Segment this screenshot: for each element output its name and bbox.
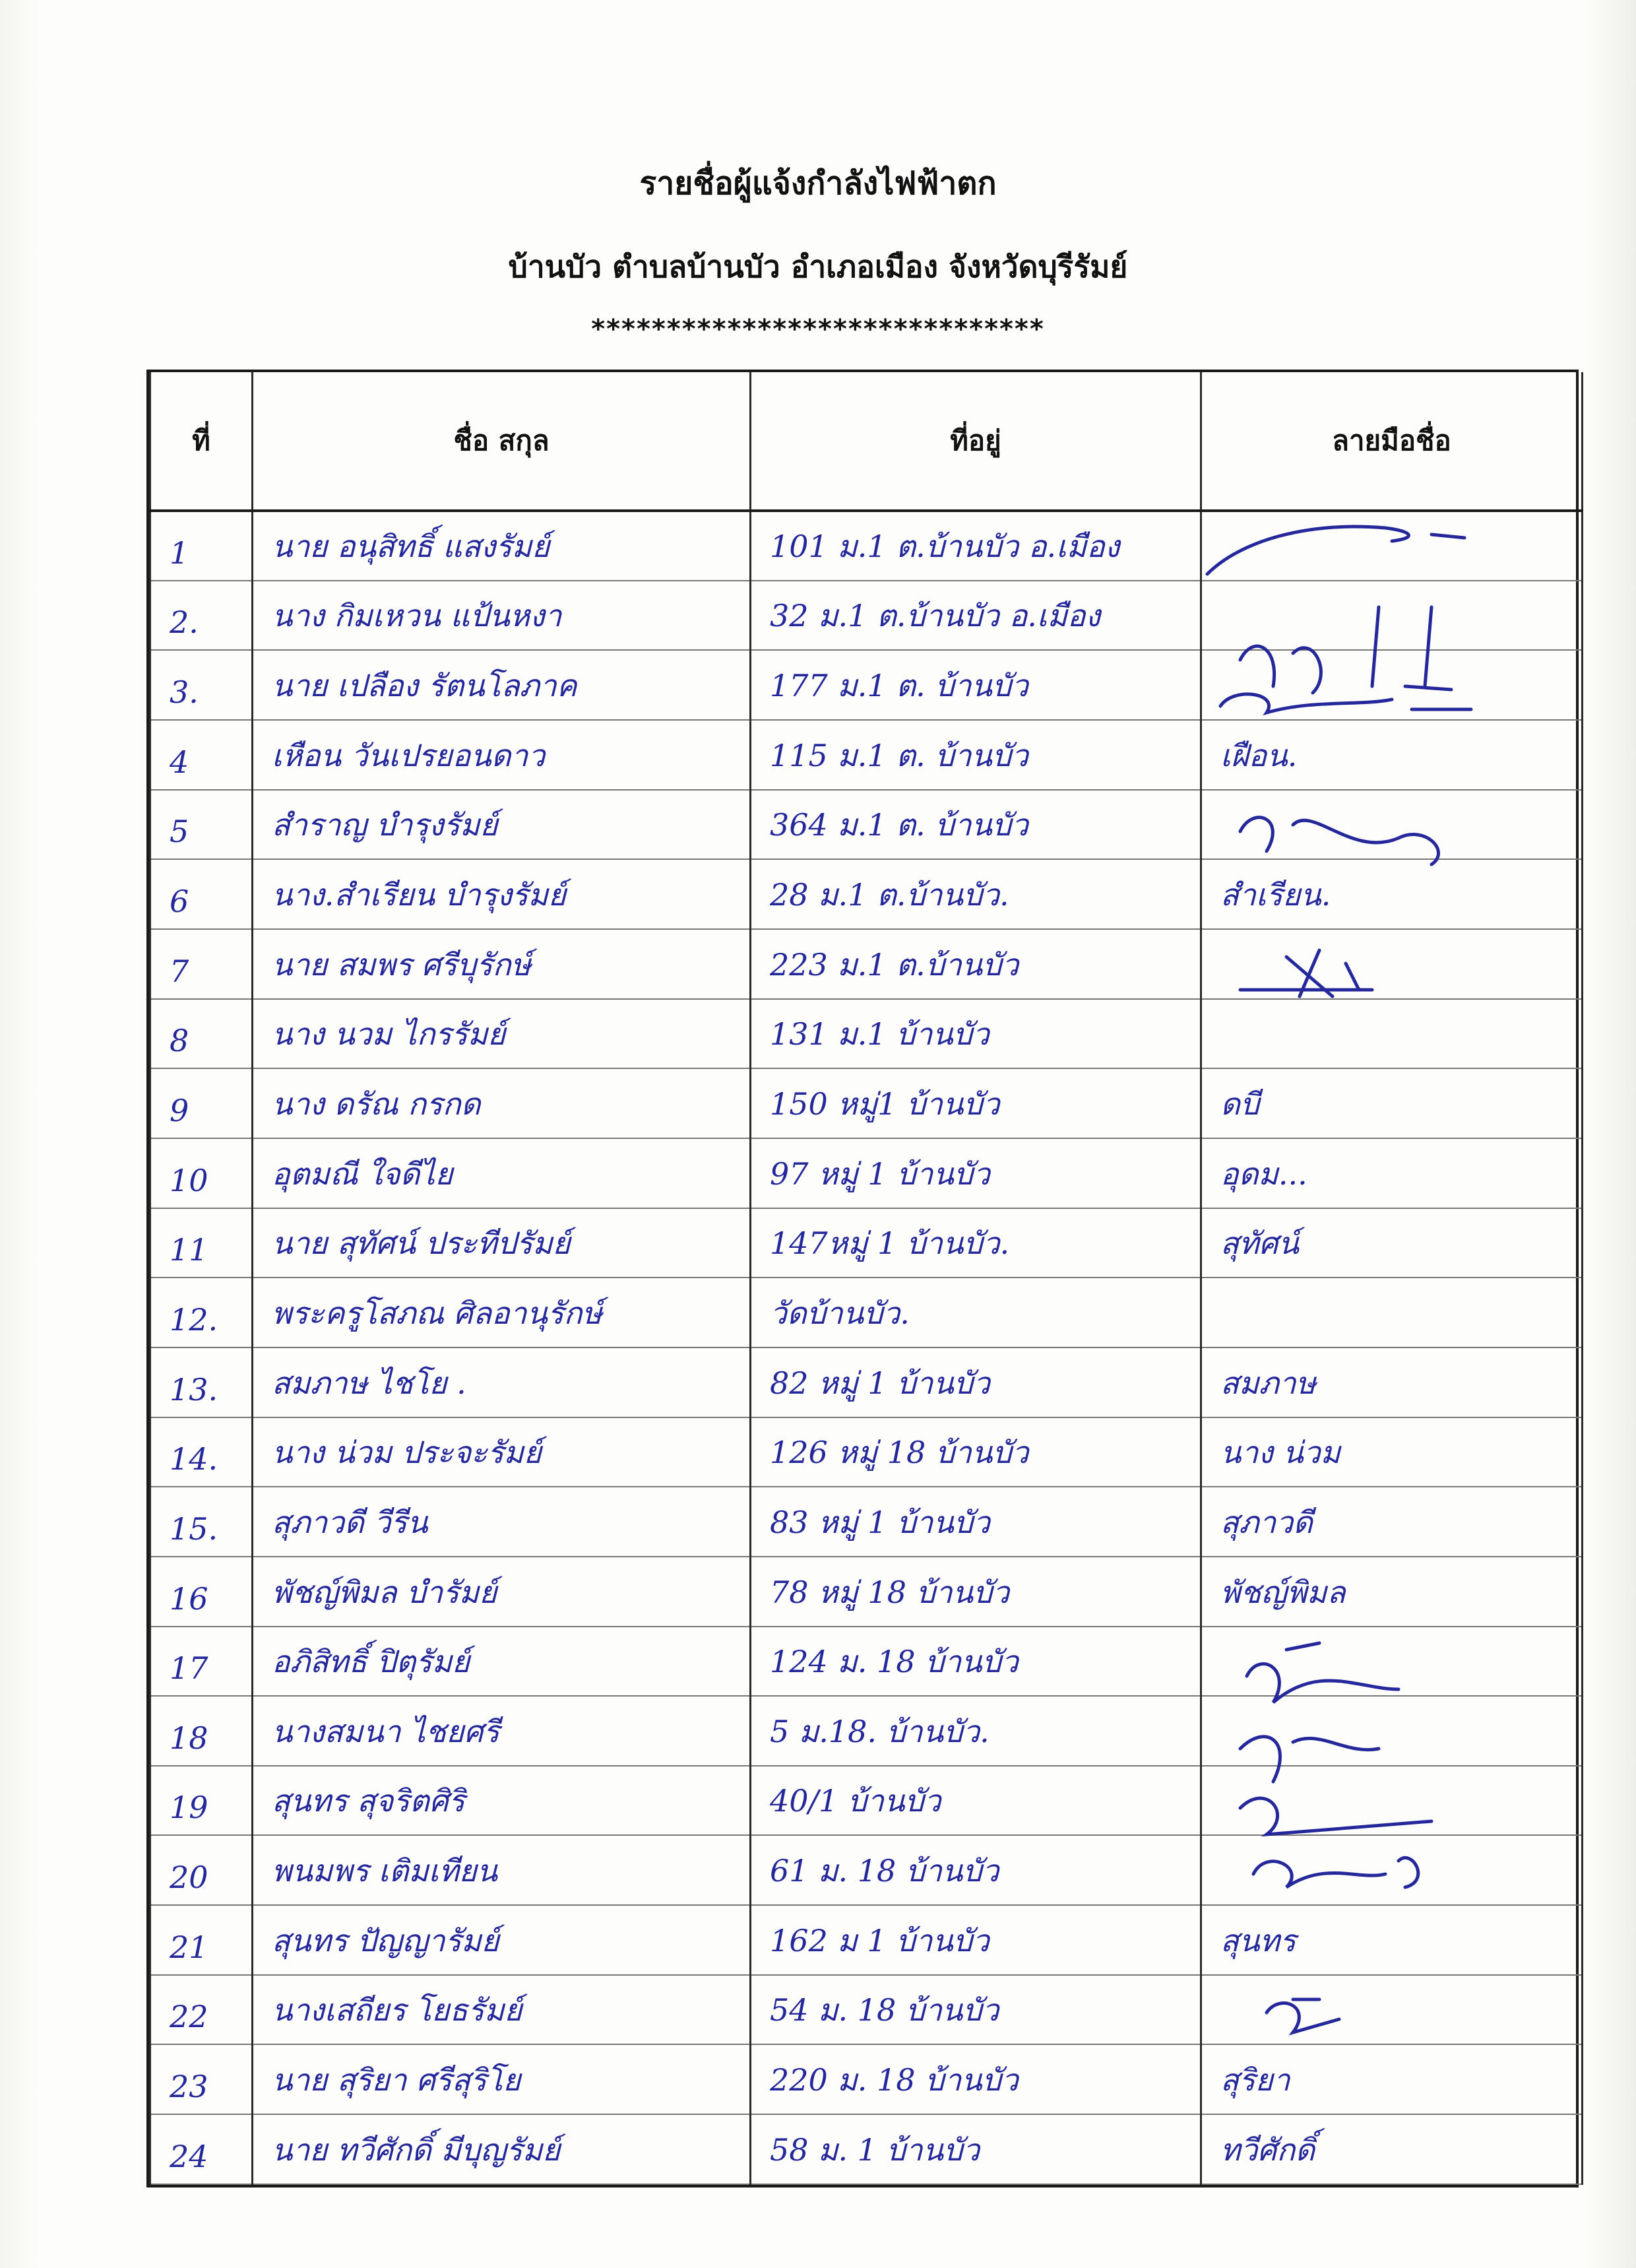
cell-signature: สำเรียน.	[1201, 859, 1583, 929]
cell-name: นาย อนุสิทธิ์ แสงรัมย์	[253, 511, 751, 581]
title-separator: ******************************	[591, 314, 1045, 344]
cell-signature	[1201, 581, 1583, 651]
cell-signature	[1201, 929, 1583, 999]
cell-address: 126 หมู่ 18 บ้านบัว	[751, 1417, 1201, 1487]
cell-no: 1	[150, 511, 253, 581]
cell-no: 10	[150, 1138, 253, 1208]
table-row	[150, 2114, 1583, 2184]
cell-name: สุภาวดี วีรีน	[253, 1487, 751, 1557]
table-row	[150, 1417, 1583, 1487]
table-row	[150, 650, 1583, 720]
cell-address: 147หมู่ 1 บ้านบัว.	[751, 1208, 1201, 1278]
cell-address: 61 ม. 18 บ้านบัว	[751, 1835, 1201, 1905]
cell-no: 9	[150, 1068, 253, 1138]
cell-name: อุตมณี ใจดีไย	[253, 1138, 751, 1208]
cell-name: นาย สุริยา ศรีสุริโย	[253, 2044, 751, 2114]
cell-address: 40/1 บ้านบัว	[751, 1766, 1201, 1836]
cell-name: พัชญ์พิมล บำรัมย์	[253, 1557, 751, 1627]
cell-name: นาง กิมเหวน แป้นหงา	[253, 581, 751, 651]
cell-name: สมภาษ ไชโย .	[253, 1347, 751, 1417]
cell-no: 15.	[150, 1487, 253, 1557]
cell-no: 5	[150, 790, 253, 860]
cell-name: นางสมนา ไชยศรี	[253, 1696, 751, 1766]
table-body	[150, 511, 1583, 2184]
cell-address: 177 ม.1 ต. บ้านบัว	[751, 650, 1201, 720]
cell-no: 17	[150, 1627, 253, 1697]
cell-address: 5 ม.18. บ้านบัว.	[751, 1696, 1201, 1766]
cell-signature: ดบี	[1201, 1068, 1583, 1138]
cell-signature: สุภาวดี	[1201, 1487, 1583, 1557]
table-row	[150, 1766, 1583, 1836]
cell-signature	[1201, 1835, 1583, 1905]
cell-name: อภิสิทธิ์ ปิตุรัมย์	[253, 1627, 751, 1697]
cell-signature	[1201, 999, 1583, 1069]
cell-no: 18	[150, 1696, 253, 1766]
cell-address: 162 ม 1 บ้านบัว	[751, 1905, 1201, 1975]
cell-address: 150 หมู่1 บ้านบัว	[751, 1068, 1201, 1138]
cell-no: 14.	[150, 1417, 253, 1487]
table-row	[150, 999, 1583, 1069]
cell-name: สำราญ บำรุงรัมย์	[253, 790, 751, 860]
cell-signature: สุนทร	[1201, 1905, 1583, 1975]
cell-signature	[1201, 1766, 1583, 1836]
cell-no: 11	[150, 1208, 253, 1278]
cell-address: 124 ม. 18 บ้านบัว	[751, 1627, 1201, 1697]
cell-name: สุนทร ปัญญารัมย์	[253, 1905, 751, 1975]
cell-address: 364 ม.1 ต. บ้านบัว	[751, 790, 1201, 860]
cell-no: 8	[150, 999, 253, 1069]
signature-table-frame	[146, 370, 1579, 2187]
header-signature: ลายมือชื่อ	[1201, 372, 1583, 511]
table-row	[150, 1557, 1583, 1627]
cell-no: 24	[150, 2114, 253, 2184]
cell-no: 21	[150, 1905, 253, 1975]
table-row	[150, 511, 1583, 581]
cell-address: 32 ม.1 ต.บ้านบัว อ.เมือง	[751, 581, 1201, 651]
document-subtitle: บ้านบัว ตำบลบ้านบัว อำเภอเมือง จังหวัดบุรีรัมย์	[508, 249, 1128, 284]
cell-no: 19	[150, 1766, 253, 1836]
cell-no: 22	[150, 1975, 253, 2045]
cell-no: 2.	[150, 581, 253, 651]
cell-name: นาย เปลือง รัตนโลภาค	[253, 650, 751, 720]
cell-name: สุนทร สุจริตศิริ	[253, 1766, 751, 1836]
cell-signature: สมภาษ	[1201, 1347, 1583, 1417]
cell-address: 223 ม.1 ต.บ้านบัว	[751, 929, 1201, 999]
cell-name: เหือน วันเปรยอนดาว	[253, 720, 751, 790]
cell-address: 97 หมู่ 1 บ้านบัว	[751, 1138, 1201, 1208]
cell-address: วัดบ้านบัว.	[751, 1278, 1201, 1347]
cell-address: 82 หมู่ 1 บ้านบัว	[751, 1347, 1201, 1417]
document-title: รายชื่อผู้แจ้งกำลังไฟฟ้าตก	[639, 165, 997, 202]
cell-address: 220 ม. 18 บ้านบัว	[751, 2044, 1201, 2114]
table-row	[150, 790, 1583, 860]
cell-no: 3.	[150, 650, 253, 720]
cell-no: 20	[150, 1835, 253, 1905]
header-no: ที่	[150, 372, 253, 511]
cell-no: 12.	[150, 1278, 253, 1347]
table-row	[150, 859, 1583, 929]
cell-no: 7	[150, 929, 253, 999]
cell-address: 115 ม.1 ต. บ้านบัว	[751, 720, 1201, 790]
cell-no: 13.	[150, 1347, 253, 1417]
cell-signature: สุทัศน์	[1201, 1208, 1583, 1278]
cell-signature	[1201, 1975, 1583, 2045]
table-header-row	[150, 372, 1583, 511]
cell-address: 78 หมู่ 18 บ้านบัว	[751, 1557, 1201, 1627]
table-row	[150, 1278, 1583, 1347]
header-name: ชื่อ สกุล	[253, 372, 751, 511]
table-row	[150, 1138, 1583, 1208]
cell-name: นาง นวม ไกรรัมย์	[253, 999, 751, 1069]
cell-signature: เฝือน.	[1201, 720, 1583, 790]
cell-name: นางเสถียร โยธรัมย์	[253, 1975, 751, 2045]
cell-address: 54 ม. 18 บ้านบัว	[751, 1975, 1201, 2045]
signature-table	[149, 372, 1583, 2185]
cell-signature: นาง น่วม	[1201, 1417, 1583, 1487]
cell-no: 16	[150, 1557, 253, 1627]
cell-signature	[1201, 1627, 1583, 1697]
cell-address: 83 หมู่ 1 บ้านบัว	[751, 1487, 1201, 1557]
cell-name: นาง.สำเรียน บำรุงรัมย์	[253, 859, 751, 929]
table-row	[150, 720, 1583, 790]
cell-name: พระครูโสภณ ศิลอานุรักษ์	[253, 1278, 751, 1347]
cell-signature	[1201, 650, 1583, 720]
cell-name: นาง น่วม ประจะรัมย์	[253, 1417, 751, 1487]
cell-signature: ทวีศักดิ์	[1201, 2114, 1583, 2184]
table-row	[150, 2044, 1583, 2114]
cell-signature	[1201, 1696, 1583, 1766]
table-row	[150, 1696, 1583, 1766]
cell-signature: อุดม...	[1201, 1138, 1583, 1208]
cell-signature	[1201, 511, 1583, 581]
header-address: ที่อยู่	[751, 372, 1201, 511]
cell-name: นาย ทวีศักดิ์ มีบุญรัมย์	[253, 2114, 751, 2184]
table-row	[150, 1905, 1583, 1975]
cell-name: นาง ดรัณ กรกด	[253, 1068, 751, 1138]
cell-address: 58 ม. 1 บ้านบัว	[751, 2114, 1201, 2184]
table-row	[150, 581, 1583, 651]
cell-signature	[1201, 1278, 1583, 1347]
cell-signature: พัชญ์พิมล	[1201, 1557, 1583, 1627]
cell-address: 101 ม.1 ต.บ้านบัว อ.เมือง	[751, 511, 1201, 581]
cell-no: 6	[150, 859, 253, 929]
table-row	[150, 1835, 1583, 1905]
table-row	[150, 1627, 1583, 1697]
cell-address: 131 ม.1 บ้านบัว	[751, 999, 1201, 1069]
cell-name: พนมพร เติมเทียน	[253, 1835, 751, 1905]
table-row	[150, 1487, 1583, 1557]
table-row	[150, 1975, 1583, 2045]
table-row	[150, 1208, 1583, 1278]
cell-address: 28 ม.1 ต.บ้านบัว.	[751, 859, 1201, 929]
cell-no: 4	[150, 720, 253, 790]
table-row	[150, 1068, 1583, 1138]
cell-signature: สุริยา	[1201, 2044, 1583, 2114]
table-row	[150, 1347, 1583, 1417]
cell-signature	[1201, 790, 1583, 860]
cell-no: 23	[150, 2044, 253, 2114]
table-row	[150, 929, 1583, 999]
cell-name: นาย สุทัศน์ ประทีปรัมย์	[253, 1208, 751, 1278]
cell-name: นาย สมพร ศรีบุรักษ์	[253, 929, 751, 999]
